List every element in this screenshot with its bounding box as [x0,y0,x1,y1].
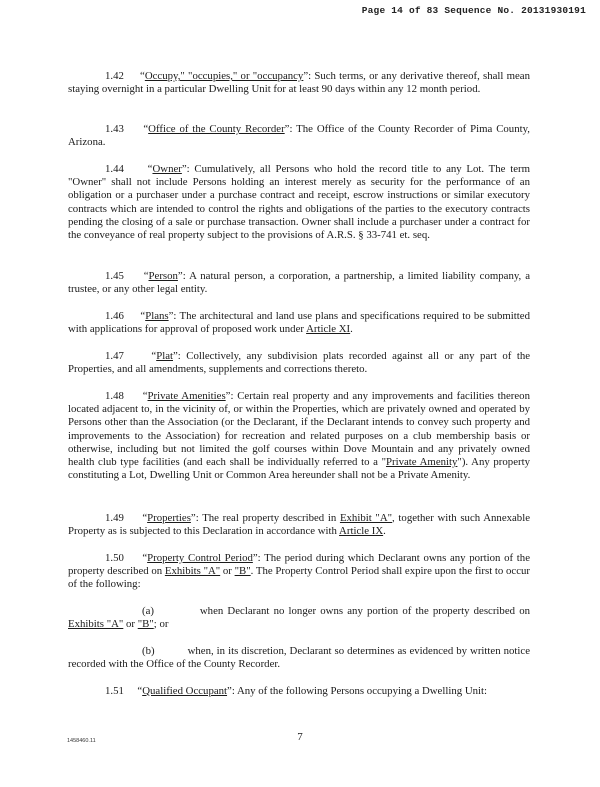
section-1-50: 1.50 “Property Control Period”: The period during which Declarant owns any portion of the property described on Exhibits "A" or "B". The Property Control Period shall expire upon the first to occur of the following: [68,552,530,591]
defined-term: Office of the County Recorder [148,123,285,135]
document-code: 1458460.11 [67,738,96,744]
defined-term: Property Control Period [147,552,253,564]
section-1-45: 1.45 “Person”: A natural person, a corporation, a partnership, a limited liability company, a trustee, or any other legal entity. [68,270,530,296]
page-number: 7 [297,731,303,743]
subsection-a: (a) when Declarant no longer owns any portion of the property described on Exhibits "A" or "B"; or [68,605,530,631]
defined-term: Private Amenity [385,456,458,469]
exhibit-reference: Exhibit "A" [339,512,393,524]
defined-term: Owner [152,163,182,175]
section-1-46: 1.46 “Plans”: The architectural and land use plans and specifications required to be submitted with applications for approval of proposed work under Article XI. [68,310,530,336]
section-1-44: 1.44 “Owner”: Cumulatively, all Persons who hold the record title to any Lot. The term "Owner" shall not include Persons holding an interest merely as security for the performance of an obligation or a purchaser under a purchase contract and receipt, escrow instructions or similar executory contracts which are intended to control the rights and obligations of the parties to the executory contracts pending the closing of a sale or purchase transaction. Owner shall include a purchaser under a contract for the conveyance of real property subject to the provisions of A.R.S. § 33-741 et. seq. [68,163,530,242]
defined-term: Person [148,270,178,282]
exhibit-reference: "B" [234,565,251,578]
section-1-48: 1.48 “Private Amenities”: Certain real property and any improvements and facilities thereon located adjacent to, in the vicinity of, or within the Properties, which are privately owned and operated by Persons other than the Association (or the Declarant, if the Declarant intends to convey such property and improvements to the Association) for recreation and related purposes on a club membership basis or otherwise, including but not limited the golf courses within Dove Mountain and any privately owned health club type facilities (and each shall be individually referred to a "Private Amenity"). Any property constituting a Lot, Dwelling Unit or Common Area hereunder shall not be a Private Amenity. [68,390,530,482]
section-1-49: 1.49 “Properties”: The real property described in Exhibit "A", together with such Annexable Property as is subjected to this Declaration in accordance with Article IX. [68,512,531,538]
exhibit-reference: Exhibits "A" [164,565,221,578]
section-1-42: 1.42 “Occupy," "occupies," or "occupancy”: Such terms, or any derivative thereof, shall mean staying overnight in a particular Dwelling Unit for at least 90 days within any 12 month period. [68,70,531,96]
defined-term: Occupy," "occupies," or "occupancy [144,70,304,82]
defined-term: Plans [145,310,169,322]
page-header: Page 14 of 83 Sequence No. 20131930191 [361,5,586,16]
subsection-b: (b) when, in its discretion, Declarant so determines as evidenced by written notice recorded with the Office of the County Recorder. [68,645,530,671]
exhibit-reference: Exhibits "A" [68,618,124,631]
section-1-47: 1.47 “Plat”: Collectively, any subdivision plats recorded against all or any part of the Properties, and all amendments, supplements and corrections thereto. [68,350,531,376]
article-reference: Article XI [306,323,351,336]
defined-term: Qualified Occupant [142,685,228,697]
section-1-51: 1.51 “Qualified Occupant”: Any of the following Persons occupying a Dwelling Unit: [105,685,488,697]
defined-term: Plat [156,350,173,362]
article-reference: Article IX [339,525,384,538]
defined-term: Private Amenities [147,390,226,402]
defined-term: Properties [147,512,191,524]
exhibit-reference: "B" [137,618,154,631]
section-1-43: 1.43 “Office of the County Recorder”: The Office of the County Recorder of Pima County, Arizona. [68,123,530,149]
